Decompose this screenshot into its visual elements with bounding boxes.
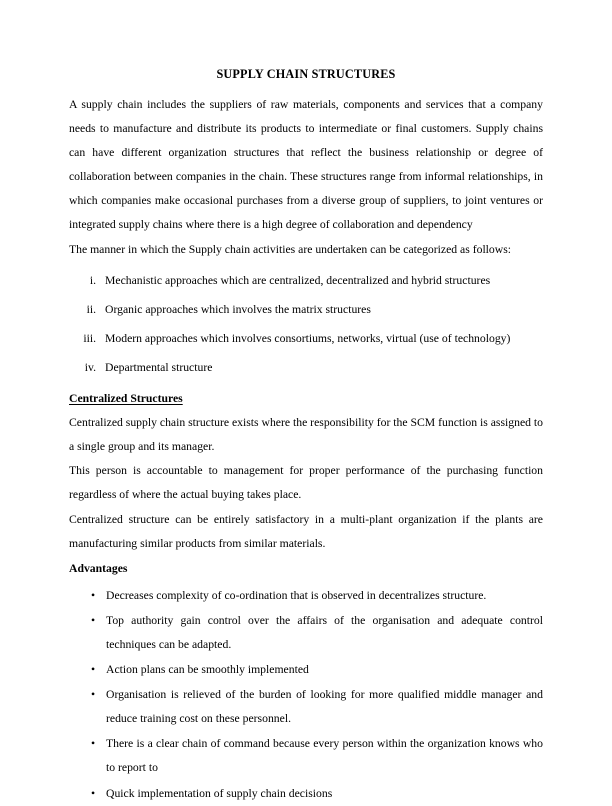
- centralized-paragraph-2: This person is accountable to management for proper performance of the purchasing function regardless of where the actual buying takes place.: [69, 464, 543, 502]
- centralized-paragraph-3: Centralized structure can be entirely satisfactory in a multi-plant organization if the plants are manufacturing similar products from similar materials.: [69, 512, 543, 550]
- list-item-label: Modern approaches which involves consortiums, networks, virtual (use of technology): [105, 331, 511, 345]
- bullet-icon: •: [91, 613, 96, 627]
- centralized-structures-heading: [69, 387, 543, 411]
- list-item-label: Top authority gain control over the affairs of the organisation and adequate control techniques can be adapted.: [106, 613, 543, 651]
- bullet-icon: •: [91, 663, 96, 677]
- bullet-icon: •: [91, 588, 96, 602]
- list-item: [69, 327, 543, 351]
- centralized-paragraph-1: Centralized supply chain structure exists where the responsibility for the SCM function is assigned to a single group and its manager.: [69, 416, 543, 454]
- list-marker: iv.: [84, 360, 96, 374]
- approaches-list: [69, 269, 543, 380]
- list-item-label: Organisation is relieved of the burden of looking for more qualified middle manager and reduce training cost on these personnel.: [106, 688, 543, 726]
- lead-in-paragraph: The manner in which the Supply chain activities are undertaken can be categorized as follows:: [69, 242, 512, 256]
- list-item: [69, 732, 543, 780]
- bullet-icon: •: [91, 688, 96, 702]
- list-item-label: Organic approaches which involves the matrix structures: [105, 302, 371, 316]
- advantages-list: [69, 584, 543, 806]
- list-item-label: Decreases complexity of co-ordination that is observed in decentralizes structure.: [106, 588, 487, 602]
- list-item: [69, 356, 543, 380]
- list-item: [69, 658, 543, 682]
- list-marker: ii.: [86, 302, 96, 316]
- list-item: [69, 782, 543, 806]
- list-item-label: Departmental structure: [105, 360, 213, 374]
- list-marker: iii.: [83, 331, 96, 345]
- intro-paragraph: A supply chain includes the suppliers of raw materials, components and services that a company needs to manufacture and distribute its products to intermediate or final customers. Supply chains can have different organization structures that reflect the business relationship or degree of collaboration between companies in the chain. These structures range from informal relationships, in which companies make occasional purchases from a diverse group of suppliers, to joint ventures or integrated supply chains where there is a high degree of collaboration and dependency: [69, 98, 543, 232]
- centralized-structures-heading-label: Centralized Structures: [69, 392, 183, 406]
- list-item: [69, 584, 543, 608]
- page-title: SUPPLY CHAIN STRUCTURES: [216, 67, 396, 81]
- advantages-heading-label: Advantages: [69, 561, 128, 575]
- list-item-label: Quick implementation of supply chain decisions: [106, 786, 333, 800]
- list-item: [69, 683, 543, 731]
- list-marker: i.: [89, 273, 96, 287]
- bullet-icon: •: [91, 786, 96, 800]
- list-item: [69, 269, 543, 293]
- list-item-label: Action plans can be smoothly implemented: [106, 663, 309, 677]
- list-item-label: Mechanistic approaches which are centralized, decentralized and hybrid structures: [105, 273, 491, 287]
- advantages-heading: [69, 557, 543, 581]
- list-item: [69, 298, 543, 322]
- list-item: [69, 609, 543, 657]
- list-item-label: There is a clear chain of command because every person within the organization knows who to report to: [106, 737, 543, 775]
- bullet-icon: •: [91, 737, 96, 751]
